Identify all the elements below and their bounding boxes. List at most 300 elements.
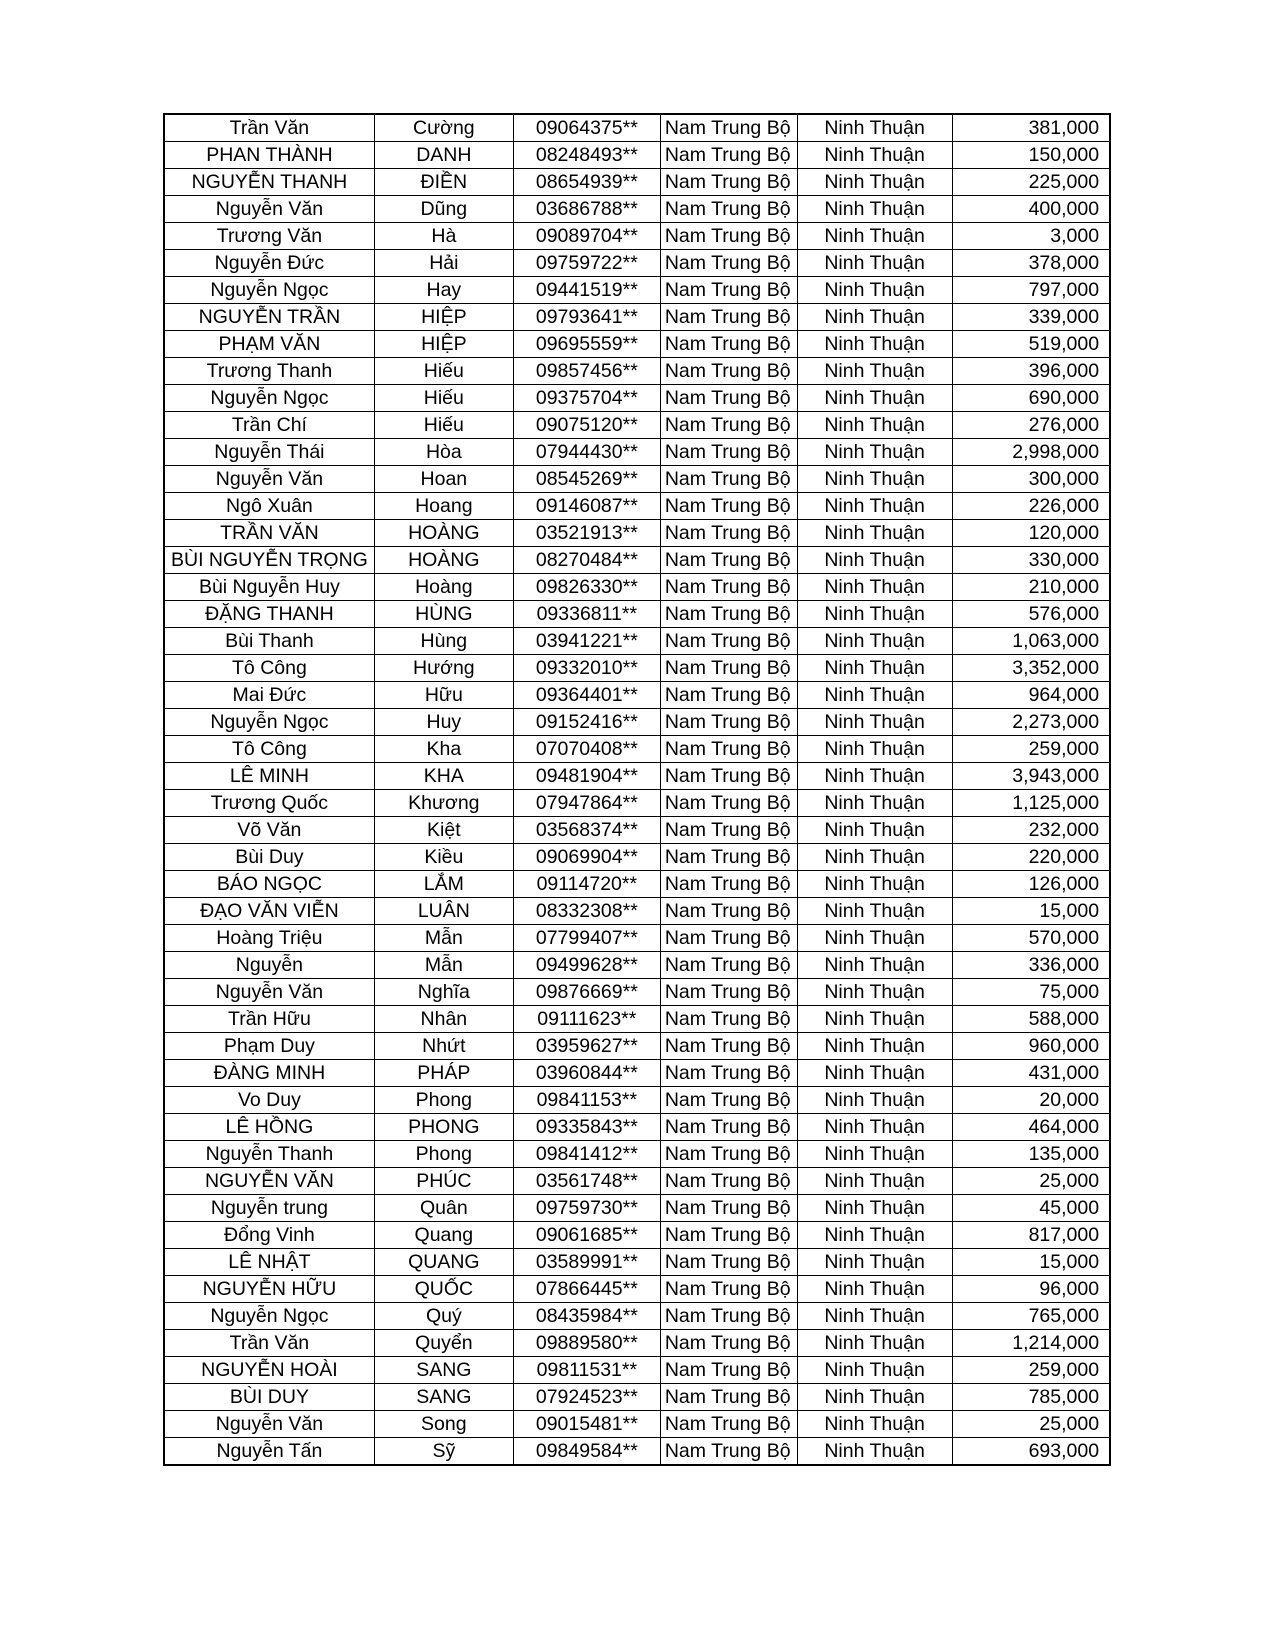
table-row bbox=[164, 304, 1110, 331]
amount-cell: 396,000 bbox=[952, 358, 1110, 385]
province-cell: Ninh Thuận bbox=[797, 682, 952, 709]
last-name-cell: Hoàng Triệu bbox=[164, 925, 374, 952]
last-name-cell: ĐÀNG MINH bbox=[164, 1060, 374, 1087]
region-cell: Nam Trung Bộ bbox=[660, 979, 797, 1006]
first-name-cell: Cường bbox=[374, 114, 513, 142]
province-cell: Ninh Thuận bbox=[797, 898, 952, 925]
first-name-cell: Hiếu bbox=[374, 385, 513, 412]
region-cell: Nam Trung Bộ bbox=[660, 952, 797, 979]
province-cell: Ninh Thuận bbox=[797, 1357, 952, 1384]
phone-cell: 03589991** bbox=[513, 1249, 660, 1276]
province-cell: Ninh Thuận bbox=[797, 736, 952, 763]
first-name-cell: Nhân bbox=[374, 1006, 513, 1033]
first-name-cell: Quyển bbox=[374, 1330, 513, 1357]
phone-cell: 09876669** bbox=[513, 979, 660, 1006]
table-row bbox=[164, 1060, 1110, 1087]
phone-cell: 09759722** bbox=[513, 250, 660, 277]
phone-cell: 09857456** bbox=[513, 358, 660, 385]
first-name-cell: Nghĩa bbox=[374, 979, 513, 1006]
region-cell: Nam Trung Bộ bbox=[660, 682, 797, 709]
amount-cell: 1,063,000 bbox=[952, 628, 1110, 655]
amount-cell: 570,000 bbox=[952, 925, 1110, 952]
province-cell: Ninh Thuận bbox=[797, 547, 952, 574]
table-row bbox=[164, 169, 1110, 196]
province-cell: Ninh Thuận bbox=[797, 709, 952, 736]
table-row bbox=[164, 979, 1110, 1006]
amount-cell: 336,000 bbox=[952, 952, 1110, 979]
amount-cell: 226,000 bbox=[952, 493, 1110, 520]
table-row bbox=[164, 925, 1110, 952]
amount-cell: 339,000 bbox=[952, 304, 1110, 331]
province-cell: Ninh Thuận bbox=[797, 1303, 952, 1330]
phone-cell: 03959627** bbox=[513, 1033, 660, 1060]
table-row bbox=[164, 439, 1110, 466]
phone-cell: 09841153** bbox=[513, 1087, 660, 1114]
province-cell: Ninh Thuận bbox=[797, 979, 952, 1006]
phone-cell: 09759730** bbox=[513, 1195, 660, 1222]
table-row bbox=[164, 358, 1110, 385]
first-name-cell: SANG bbox=[374, 1384, 513, 1411]
last-name-cell: LÊ MINH bbox=[164, 763, 374, 790]
region-cell: Nam Trung Bộ bbox=[660, 114, 797, 142]
phone-cell: 09889580** bbox=[513, 1330, 660, 1357]
first-name-cell: Hay bbox=[374, 277, 513, 304]
province-cell: Ninh Thuận bbox=[797, 844, 952, 871]
amount-cell: 276,000 bbox=[952, 412, 1110, 439]
table-row bbox=[164, 1195, 1110, 1222]
last-name-cell: Nguyễn Ngọc bbox=[164, 709, 374, 736]
first-name-cell: Hoàng bbox=[374, 574, 513, 601]
region-cell: Nam Trung Bộ bbox=[660, 1168, 797, 1195]
table-row bbox=[164, 250, 1110, 277]
province-cell: Ninh Thuận bbox=[797, 1168, 952, 1195]
phone-cell: 09075120** bbox=[513, 412, 660, 439]
phone-cell: 03561748** bbox=[513, 1168, 660, 1195]
region-cell: Nam Trung Bộ bbox=[660, 1330, 797, 1357]
amount-cell: 765,000 bbox=[952, 1303, 1110, 1330]
first-name-cell: Dũng bbox=[374, 196, 513, 223]
amount-cell: 3,000 bbox=[952, 223, 1110, 250]
last-name-cell: NGUYỄN HOÀI bbox=[164, 1357, 374, 1384]
amount-cell: 232,000 bbox=[952, 817, 1110, 844]
region-cell: Nam Trung Bộ bbox=[660, 574, 797, 601]
region-cell: Nam Trung Bộ bbox=[660, 547, 797, 574]
amount-cell: 259,000 bbox=[952, 1357, 1110, 1384]
region-cell: Nam Trung Bộ bbox=[660, 1141, 797, 1168]
first-name-cell: Kiệt bbox=[374, 817, 513, 844]
phone-cell: 08435984** bbox=[513, 1303, 660, 1330]
region-cell: Nam Trung Bộ bbox=[660, 1357, 797, 1384]
phone-cell: 08545269** bbox=[513, 466, 660, 493]
amount-cell: 75,000 bbox=[952, 979, 1110, 1006]
amount-cell: 960,000 bbox=[952, 1033, 1110, 1060]
region-cell: Nam Trung Bộ bbox=[660, 1222, 797, 1249]
last-name-cell: Nguyễn Văn bbox=[164, 196, 374, 223]
region-cell: Nam Trung Bộ bbox=[660, 628, 797, 655]
first-name-cell: Hoan bbox=[374, 466, 513, 493]
last-name-cell: PHAN THÀNH bbox=[164, 142, 374, 169]
province-cell: Ninh Thuận bbox=[797, 520, 952, 547]
province-cell: Ninh Thuận bbox=[797, 1033, 952, 1060]
province-cell: Ninh Thuận bbox=[797, 466, 952, 493]
amount-cell: 96,000 bbox=[952, 1276, 1110, 1303]
province-cell: Ninh Thuận bbox=[797, 1222, 952, 1249]
first-name-cell: Quý bbox=[374, 1303, 513, 1330]
first-name-cell: Hướng bbox=[374, 655, 513, 682]
region-cell: Nam Trung Bộ bbox=[660, 1276, 797, 1303]
amount-cell: 1,214,000 bbox=[952, 1330, 1110, 1357]
first-name-cell: Mẫn bbox=[374, 925, 513, 952]
phone-cell: 09811531** bbox=[513, 1357, 660, 1384]
table-row bbox=[164, 763, 1110, 790]
table-row bbox=[164, 412, 1110, 439]
last-name-cell: NGUYỄN VĂN bbox=[164, 1168, 374, 1195]
last-name-cell: LÊ NHẬT bbox=[164, 1249, 374, 1276]
amount-cell: 300,000 bbox=[952, 466, 1110, 493]
last-name-cell: Nguyễn Thanh bbox=[164, 1141, 374, 1168]
table-row bbox=[164, 1222, 1110, 1249]
region-cell: Nam Trung Bộ bbox=[660, 1114, 797, 1141]
first-name-cell: ĐIỀN bbox=[374, 169, 513, 196]
table-row bbox=[164, 1330, 1110, 1357]
province-cell: Ninh Thuận bbox=[797, 1384, 952, 1411]
first-name-cell: LUÂN bbox=[374, 898, 513, 925]
first-name-cell: QUỐC bbox=[374, 1276, 513, 1303]
last-name-cell: Trương Thanh bbox=[164, 358, 374, 385]
region-cell: Nam Trung Bộ bbox=[660, 385, 797, 412]
region-cell: Nam Trung Bộ bbox=[660, 223, 797, 250]
recipients-table bbox=[163, 113, 1111, 1466]
province-cell: Ninh Thuận bbox=[797, 1249, 952, 1276]
table-row bbox=[164, 682, 1110, 709]
first-name-cell: Kha bbox=[374, 736, 513, 763]
phone-cell: 09146087** bbox=[513, 493, 660, 520]
table-row bbox=[164, 331, 1110, 358]
region-cell: Nam Trung Bộ bbox=[660, 1438, 797, 1466]
region-cell: Nam Trung Bộ bbox=[660, 277, 797, 304]
region-cell: Nam Trung Bộ bbox=[660, 1006, 797, 1033]
phone-cell: 09793641** bbox=[513, 304, 660, 331]
last-name-cell: Trần Văn bbox=[164, 1330, 374, 1357]
table-row bbox=[164, 277, 1110, 304]
amount-cell: 2,998,000 bbox=[952, 439, 1110, 466]
table-row bbox=[164, 1276, 1110, 1303]
first-name-cell: QUANG bbox=[374, 1249, 513, 1276]
phone-cell: 09695559** bbox=[513, 331, 660, 358]
last-name-cell: Bùi Thanh bbox=[164, 628, 374, 655]
table-row bbox=[164, 1006, 1110, 1033]
phone-cell: 09061685** bbox=[513, 1222, 660, 1249]
last-name-cell: Vo Duy bbox=[164, 1087, 374, 1114]
amount-cell: 519,000 bbox=[952, 331, 1110, 358]
region-cell: Nam Trung Bộ bbox=[660, 763, 797, 790]
table-row bbox=[164, 1114, 1110, 1141]
last-name-cell: Nguyễn Tấn bbox=[164, 1438, 374, 1466]
table-row bbox=[164, 547, 1110, 574]
province-cell: Ninh Thuận bbox=[797, 250, 952, 277]
last-name-cell: Trần Hữu bbox=[164, 1006, 374, 1033]
amount-cell: 381,000 bbox=[952, 114, 1110, 142]
phone-cell: 09015481** bbox=[513, 1411, 660, 1438]
first-name-cell: KHA bbox=[374, 763, 513, 790]
amount-cell: 464,000 bbox=[952, 1114, 1110, 1141]
province-cell: Ninh Thuận bbox=[797, 304, 952, 331]
phone-cell: 09069904** bbox=[513, 844, 660, 871]
amount-cell: 588,000 bbox=[952, 1006, 1110, 1033]
table-row bbox=[164, 709, 1110, 736]
last-name-cell: TRẦN VĂN bbox=[164, 520, 374, 547]
phone-cell: 08248493** bbox=[513, 142, 660, 169]
last-name-cell: BÙI DUY bbox=[164, 1384, 374, 1411]
first-name-cell: Song bbox=[374, 1411, 513, 1438]
phone-cell: 07944430** bbox=[513, 439, 660, 466]
phone-cell: 07924523** bbox=[513, 1384, 660, 1411]
phone-cell: 09849584** bbox=[513, 1438, 660, 1466]
phone-cell: 09089704** bbox=[513, 223, 660, 250]
table-row bbox=[164, 871, 1110, 898]
province-cell: Ninh Thuận bbox=[797, 331, 952, 358]
first-name-cell: HIỆP bbox=[374, 331, 513, 358]
amount-cell: 45,000 bbox=[952, 1195, 1110, 1222]
amount-cell: 400,000 bbox=[952, 196, 1110, 223]
first-name-cell: LẮM bbox=[374, 871, 513, 898]
table-row bbox=[164, 1411, 1110, 1438]
phone-cell: 09335843** bbox=[513, 1114, 660, 1141]
amount-cell: 25,000 bbox=[952, 1411, 1110, 1438]
first-name-cell: Quang bbox=[374, 1222, 513, 1249]
amount-cell: 330,000 bbox=[952, 547, 1110, 574]
amount-cell: 20,000 bbox=[952, 1087, 1110, 1114]
last-name-cell: ĐẠO VĂN VIỄN bbox=[164, 898, 374, 925]
amount-cell: 3,352,000 bbox=[952, 655, 1110, 682]
amount-cell: 15,000 bbox=[952, 1249, 1110, 1276]
region-cell: Nam Trung Bộ bbox=[660, 1060, 797, 1087]
province-cell: Ninh Thuận bbox=[797, 142, 952, 169]
last-name-cell: Mai Đức bbox=[164, 682, 374, 709]
first-name-cell: Kiều bbox=[374, 844, 513, 871]
phone-cell: 09826330** bbox=[513, 574, 660, 601]
first-name-cell: HIỆP bbox=[374, 304, 513, 331]
province-cell: Ninh Thuận bbox=[797, 763, 952, 790]
amount-cell: 150,000 bbox=[952, 142, 1110, 169]
province-cell: Ninh Thuận bbox=[797, 223, 952, 250]
province-cell: Ninh Thuận bbox=[797, 412, 952, 439]
region-cell: Nam Trung Bộ bbox=[660, 520, 797, 547]
table-body bbox=[164, 114, 1110, 1465]
province-cell: Ninh Thuận bbox=[797, 952, 952, 979]
region-cell: Nam Trung Bộ bbox=[660, 142, 797, 169]
phone-cell: 09332010** bbox=[513, 655, 660, 682]
amount-cell: 378,000 bbox=[952, 250, 1110, 277]
first-name-cell: Huy bbox=[374, 709, 513, 736]
region-cell: Nam Trung Bộ bbox=[660, 412, 797, 439]
last-name-cell: Nguyễn trung bbox=[164, 1195, 374, 1222]
amount-cell: 225,000 bbox=[952, 169, 1110, 196]
region-cell: Nam Trung Bộ bbox=[660, 196, 797, 223]
phone-cell: 03568374** bbox=[513, 817, 660, 844]
table-row bbox=[164, 817, 1110, 844]
first-name-cell: Hùng bbox=[374, 628, 513, 655]
amount-cell: 2,273,000 bbox=[952, 709, 1110, 736]
amount-cell: 3,943,000 bbox=[952, 763, 1110, 790]
table-row bbox=[164, 655, 1110, 682]
region-cell: Nam Trung Bộ bbox=[660, 358, 797, 385]
table-row bbox=[164, 385, 1110, 412]
first-name-cell: PHÚC bbox=[374, 1168, 513, 1195]
last-name-cell: BÙI NGUYỄN TRỌNG bbox=[164, 547, 374, 574]
province-cell: Ninh Thuận bbox=[797, 925, 952, 952]
last-name-cell: NGUYỄN HỮU bbox=[164, 1276, 374, 1303]
amount-cell: 15,000 bbox=[952, 898, 1110, 925]
region-cell: Nam Trung Bộ bbox=[660, 655, 797, 682]
table-row bbox=[164, 736, 1110, 763]
first-name-cell: Phong bbox=[374, 1087, 513, 1114]
table-row bbox=[164, 898, 1110, 925]
region-cell: Nam Trung Bộ bbox=[660, 844, 797, 871]
last-name-cell: Bùi Nguyễn Huy bbox=[164, 574, 374, 601]
region-cell: Nam Trung Bộ bbox=[660, 1033, 797, 1060]
last-name-cell: Nguyễn Văn bbox=[164, 979, 374, 1006]
table-row bbox=[164, 1087, 1110, 1114]
amount-cell: 120,000 bbox=[952, 520, 1110, 547]
region-cell: Nam Trung Bộ bbox=[660, 925, 797, 952]
first-name-cell: Khương bbox=[374, 790, 513, 817]
region-cell: Nam Trung Bộ bbox=[660, 709, 797, 736]
province-cell: Ninh Thuận bbox=[797, 871, 952, 898]
last-name-cell: NGUYỄN THANH bbox=[164, 169, 374, 196]
last-name-cell: Nguyễn Ngọc bbox=[164, 1303, 374, 1330]
region-cell: Nam Trung Bộ bbox=[660, 493, 797, 520]
first-name-cell: Hữu bbox=[374, 682, 513, 709]
phone-cell: 09364401** bbox=[513, 682, 660, 709]
amount-cell: 797,000 bbox=[952, 277, 1110, 304]
phone-cell: 09499628** bbox=[513, 952, 660, 979]
amount-cell: 1,125,000 bbox=[952, 790, 1110, 817]
region-cell: Nam Trung Bộ bbox=[660, 1411, 797, 1438]
amount-cell: 259,000 bbox=[952, 736, 1110, 763]
province-cell: Ninh Thuận bbox=[797, 169, 952, 196]
province-cell: Ninh Thuận bbox=[797, 1276, 952, 1303]
phone-cell: 08332308** bbox=[513, 898, 660, 925]
province-cell: Ninh Thuận bbox=[797, 628, 952, 655]
table-row bbox=[164, 520, 1110, 547]
last-name-cell: Trần Chí bbox=[164, 412, 374, 439]
amount-cell: 785,000 bbox=[952, 1384, 1110, 1411]
phone-cell: 09481904** bbox=[513, 763, 660, 790]
province-cell: Ninh Thuận bbox=[797, 1438, 952, 1466]
last-name-cell: NGUYỄN TRẦN bbox=[164, 304, 374, 331]
table-row bbox=[164, 1033, 1110, 1060]
phone-cell: 09441519** bbox=[513, 277, 660, 304]
province-cell: Ninh Thuận bbox=[797, 196, 952, 223]
last-name-cell: Tô Công bbox=[164, 655, 374, 682]
phone-cell: 09375704** bbox=[513, 385, 660, 412]
last-name-cell: PHẠM VĂN bbox=[164, 331, 374, 358]
region-cell: Nam Trung Bộ bbox=[660, 871, 797, 898]
province-cell: Ninh Thuận bbox=[797, 817, 952, 844]
phone-cell: 03960844** bbox=[513, 1060, 660, 1087]
table-row bbox=[164, 1168, 1110, 1195]
amount-cell: 431,000 bbox=[952, 1060, 1110, 1087]
region-cell: Nam Trung Bộ bbox=[660, 817, 797, 844]
first-name-cell: DANH bbox=[374, 142, 513, 169]
last-name-cell: ĐẶNG THANH bbox=[164, 601, 374, 628]
first-name-cell: Nhứt bbox=[374, 1033, 513, 1060]
last-name-cell: Nguyễn Ngọc bbox=[164, 385, 374, 412]
last-name-cell: Trương Quốc bbox=[164, 790, 374, 817]
region-cell: Nam Trung Bộ bbox=[660, 898, 797, 925]
amount-cell: 135,000 bbox=[952, 1141, 1110, 1168]
region-cell: Nam Trung Bộ bbox=[660, 1087, 797, 1114]
province-cell: Ninh Thuận bbox=[797, 1114, 952, 1141]
province-cell: Ninh Thuận bbox=[797, 1141, 952, 1168]
region-cell: Nam Trung Bộ bbox=[660, 466, 797, 493]
last-name-cell: LÊ HỒNG bbox=[164, 1114, 374, 1141]
region-cell: Nam Trung Bộ bbox=[660, 790, 797, 817]
table-row bbox=[164, 952, 1110, 979]
last-name-cell: Ngô Xuân bbox=[164, 493, 374, 520]
province-cell: Ninh Thuận bbox=[797, 493, 952, 520]
region-cell: Nam Trung Bộ bbox=[660, 1249, 797, 1276]
last-name-cell: Nguyễn bbox=[164, 952, 374, 979]
amount-cell: 964,000 bbox=[952, 682, 1110, 709]
last-name-cell: Tô Công bbox=[164, 736, 374, 763]
amount-cell: 817,000 bbox=[952, 1222, 1110, 1249]
province-cell: Ninh Thuận bbox=[797, 601, 952, 628]
last-name-cell: BÁO NGỌC bbox=[164, 871, 374, 898]
region-cell: Nam Trung Bộ bbox=[660, 736, 797, 763]
table-row bbox=[164, 1384, 1110, 1411]
table-row bbox=[164, 1357, 1110, 1384]
province-cell: Ninh Thuận bbox=[797, 790, 952, 817]
phone-cell: 07866445** bbox=[513, 1276, 660, 1303]
table-row bbox=[164, 223, 1110, 250]
region-cell: Nam Trung Bộ bbox=[660, 250, 797, 277]
first-name-cell: Hải bbox=[374, 250, 513, 277]
table-row bbox=[164, 1303, 1110, 1330]
phone-cell: 09114720** bbox=[513, 871, 660, 898]
region-cell: Nam Trung Bộ bbox=[660, 439, 797, 466]
last-name-cell: Trần Văn bbox=[164, 114, 374, 142]
table-row bbox=[164, 1141, 1110, 1168]
province-cell: Ninh Thuận bbox=[797, 1087, 952, 1114]
table-row bbox=[164, 574, 1110, 601]
table-row bbox=[164, 466, 1110, 493]
table-row bbox=[164, 1249, 1110, 1276]
last-name-cell: Nguyễn Văn bbox=[164, 1411, 374, 1438]
amount-cell: 126,000 bbox=[952, 871, 1110, 898]
last-name-cell: Nguyễn Ngọc bbox=[164, 277, 374, 304]
table-row bbox=[164, 601, 1110, 628]
province-cell: Ninh Thuận bbox=[797, 1060, 952, 1087]
region-cell: Nam Trung Bộ bbox=[660, 1384, 797, 1411]
phone-cell: 07947864** bbox=[513, 790, 660, 817]
province-cell: Ninh Thuận bbox=[797, 1195, 952, 1222]
first-name-cell: HOÀNG bbox=[374, 520, 513, 547]
first-name-cell: Hiếu bbox=[374, 358, 513, 385]
phone-cell: 09336811** bbox=[513, 601, 660, 628]
province-cell: Ninh Thuận bbox=[797, 655, 952, 682]
first-name-cell: Phong bbox=[374, 1141, 513, 1168]
amount-cell: 220,000 bbox=[952, 844, 1110, 871]
phone-cell: 03941221** bbox=[513, 628, 660, 655]
first-name-cell: PHONG bbox=[374, 1114, 513, 1141]
amount-cell: 576,000 bbox=[952, 601, 1110, 628]
last-name-cell: Võ Văn bbox=[164, 817, 374, 844]
first-name-cell: Hà bbox=[374, 223, 513, 250]
first-name-cell: Sỹ bbox=[374, 1438, 513, 1466]
table-row bbox=[164, 493, 1110, 520]
